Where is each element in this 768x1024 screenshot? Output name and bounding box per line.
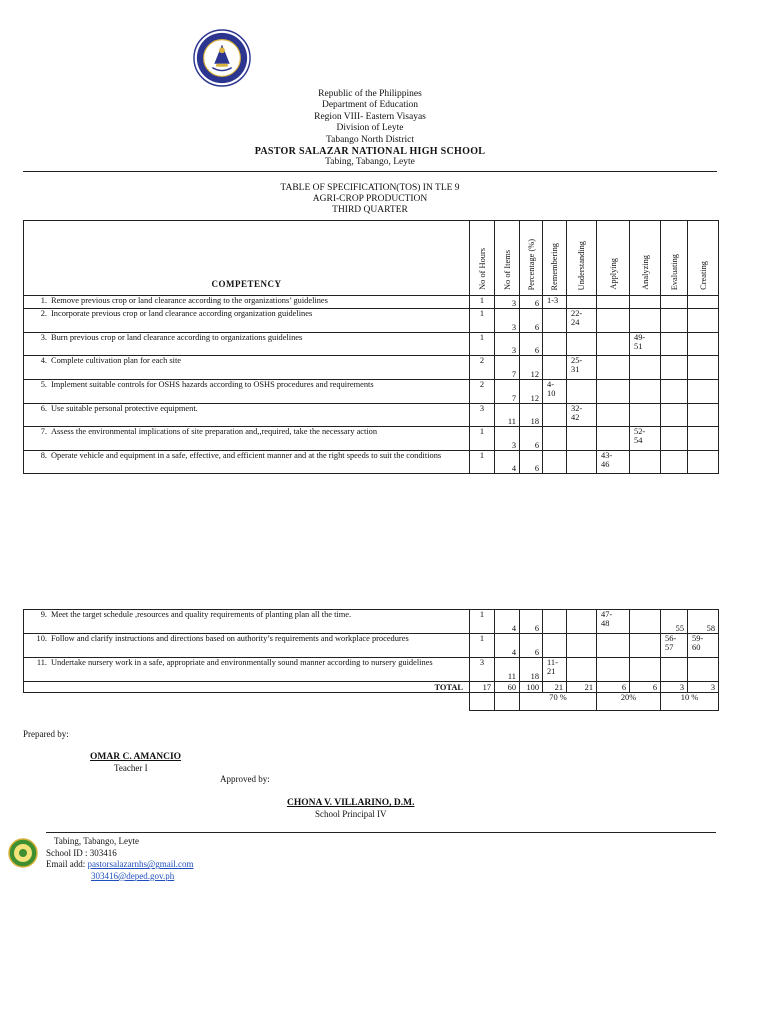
- item-range-cell: [597, 427, 630, 451]
- prepared-by-label: Prepared by:: [23, 729, 69, 739]
- percentage-cell: 12: [520, 380, 543, 404]
- item-range-cell: [661, 356, 688, 380]
- total-hours: 17: [470, 682, 495, 693]
- competency-text: Assess the environmental implications of site preparation and,,required, take the necessary action: [51, 427, 378, 436]
- items-cell: 4: [495, 634, 520, 658]
- email-label: Email add:: [46, 859, 86, 870]
- item-range-cell: [630, 404, 661, 427]
- competency-cell: [24, 451, 470, 474]
- item-range-cell: [688, 356, 719, 380]
- approver-title: School Principal IV: [314, 809, 387, 819]
- item-range-cell: [661, 333, 688, 356]
- item-range-cell: [597, 404, 630, 427]
- item-range-cell: [630, 356, 661, 380]
- footer-address: Tabing, Tabango, Leyte: [54, 836, 140, 846]
- letterhead-line: Republic of the Philippines: [318, 89, 422, 99]
- table-row: [24, 634, 719, 658]
- item-range-cell: [688, 404, 719, 427]
- preparer-block: [90, 752, 181, 774]
- item-range-cell: [567, 296, 597, 309]
- col-header: No of Items: [495, 221, 520, 296]
- competency-cell: [24, 309, 470, 333]
- competency-number: 2.: [40, 309, 47, 318]
- item-range-cell: 43- 46: [597, 451, 630, 474]
- footer-email-line-2: [46, 871, 194, 883]
- school-logo: [8, 838, 38, 868]
- items-cell: 3: [495, 427, 520, 451]
- hours-cell: 1: [470, 634, 495, 658]
- table-row: [24, 427, 719, 451]
- hours-cell: 3: [470, 658, 495, 682]
- item-range-cell: [597, 333, 630, 356]
- table-row: [24, 333, 719, 356]
- title-line: THIRD QUARTER: [332, 205, 408, 215]
- item-range-cell: [688, 309, 719, 333]
- item-range-cell: [543, 451, 567, 474]
- hours-cell: 1: [470, 451, 495, 474]
- hours-cell: 1: [470, 333, 495, 356]
- letterhead: [0, 89, 740, 169]
- letterhead-line: Region VIII- Eastern Visayas: [314, 111, 426, 122]
- competency-cell: [24, 658, 470, 682]
- total-understanding: 21: [567, 682, 597, 693]
- col-header: Understanding: [567, 221, 597, 296]
- percentage-cell: 6: [520, 634, 543, 658]
- school-address: Tabing, Tabango, Leyte: [325, 157, 415, 168]
- percentage-cell: 6: [520, 333, 543, 356]
- item-range-cell: [661, 296, 688, 309]
- item-range-cell: [688, 380, 719, 404]
- mots-percentage: 20%: [597, 693, 661, 711]
- competency-number: 9.: [40, 610, 47, 619]
- item-range-cell: 47- 48: [597, 610, 630, 634]
- item-range-cell: [543, 309, 567, 333]
- item-range-cell: [688, 333, 719, 356]
- col-header: Evaluating: [661, 221, 688, 296]
- footer-contact: [46, 836, 194, 882]
- items-cell: 7: [495, 380, 520, 404]
- item-range-cell: [543, 427, 567, 451]
- item-range-cell: [688, 658, 719, 682]
- competency-number: 5.: [40, 380, 47, 389]
- item-range-cell: 52- 54: [630, 427, 661, 451]
- competency-number: 7.: [40, 427, 47, 436]
- item-range-cell: [597, 356, 630, 380]
- preparer-name: OMAR C. AMANCIO: [90, 752, 182, 762]
- item-range-cell: [630, 296, 661, 309]
- item-range-cell: [543, 404, 567, 427]
- percentage-cell: 6: [520, 610, 543, 634]
- competency-text: Meet the target schedule ,resources and quality requirements of planting plan all the time.: [51, 610, 352, 619]
- col-header: Applying: [597, 221, 630, 296]
- item-range-cell: [597, 658, 630, 682]
- competency-number: 8.: [40, 451, 47, 460]
- item-range-cell: [661, 380, 688, 404]
- total-row: [24, 682, 719, 693]
- item-range-cell: [567, 380, 597, 404]
- items-cell: 3: [495, 333, 520, 356]
- footer-email-line: [46, 859, 194, 871]
- item-range-cell: [661, 451, 688, 474]
- items-cell: 4: [495, 610, 520, 634]
- tos-table-part-1: [23, 220, 719, 474]
- table-row: [24, 356, 719, 380]
- competency-cell: [24, 634, 470, 658]
- competency-text: Incorporate previous crop or land clearance according organization guidelines: [51, 309, 313, 318]
- competency-cell: [24, 333, 470, 356]
- footer-school-id: School ID : 303416: [46, 847, 117, 858]
- competency-cell: [24, 610, 470, 634]
- competency-number: 10.: [36, 634, 47, 643]
- item-range-cell: [597, 634, 630, 658]
- competency-text: Remove previous crop or land clearance according to the organizations’ guidelines: [51, 296, 328, 305]
- hours-cell: 1: [470, 427, 495, 451]
- item-range-cell: [597, 380, 630, 404]
- approver-block: [287, 798, 414, 820]
- table-row: [24, 309, 719, 333]
- item-range-cell: [661, 658, 688, 682]
- table-row: [24, 404, 719, 427]
- item-range-cell: [630, 380, 661, 404]
- competency-text: Follow and clarify instructions and directions based on authority’s requirements and workplace procedures: [51, 634, 409, 643]
- item-range-cell: 1-3: [543, 296, 567, 309]
- deped-seal-logo: [193, 29, 251, 87]
- total-items: 60: [495, 682, 520, 693]
- competency-number: 1.: [40, 296, 47, 305]
- summary-row: [24, 693, 719, 711]
- item-range-cell: [688, 451, 719, 474]
- competency-cell: [24, 380, 470, 404]
- item-range-cell: [630, 610, 661, 634]
- title-line: AGRI-CROP PRODUCTION: [312, 194, 428, 204]
- total-analyzing: 6: [630, 682, 661, 693]
- percentage-cell: 6: [520, 296, 543, 309]
- total-applying: 6: [597, 682, 630, 693]
- hours-cell: 1: [470, 610, 495, 634]
- item-range-cell: [661, 404, 688, 427]
- item-range-cell: [567, 658, 597, 682]
- col-header: Creating: [688, 221, 719, 296]
- item-range-cell: [661, 427, 688, 451]
- items-cell: 7: [495, 356, 520, 380]
- items-cell: 3: [495, 309, 520, 333]
- table-row: [24, 451, 719, 474]
- item-range-cell: [661, 309, 688, 333]
- item-range-cell: [567, 634, 597, 658]
- letterhead-line: Department of Education: [321, 100, 419, 111]
- percentage-cell: 6: [520, 451, 543, 474]
- items-cell: 4: [495, 451, 520, 474]
- competency-header: COMPETENCY: [24, 221, 470, 296]
- table-row: [24, 610, 719, 634]
- item-range-cell: [630, 634, 661, 658]
- item-range-cell: [543, 356, 567, 380]
- item-range-cell: 55: [661, 610, 688, 634]
- lots-percentage: 70 %: [520, 693, 597, 711]
- competency-text: Complete cultivation plan for each site: [51, 356, 182, 365]
- approved-by-label: Approved by:: [220, 774, 270, 784]
- hours-cell: 1: [470, 309, 495, 333]
- hours-cell: 1: [470, 296, 495, 309]
- items-cell: 11: [495, 404, 520, 427]
- item-range-cell: 25- 31: [567, 356, 597, 380]
- item-range-cell: 32- 42: [567, 404, 597, 427]
- hours-cell: 2: [470, 380, 495, 404]
- header-divider: [23, 171, 717, 172]
- competency-number: 4.: [40, 356, 47, 365]
- item-range-cell: [543, 634, 567, 658]
- preparer-title: Teacher I: [114, 763, 148, 773]
- item-range-cell: 58: [688, 610, 719, 634]
- document-title: [0, 183, 740, 216]
- table-row: [24, 380, 719, 404]
- hours-cell: 3: [470, 404, 495, 427]
- competency-cell: [24, 356, 470, 380]
- item-range-cell: [543, 333, 567, 356]
- table-row: [24, 296, 719, 309]
- col-header: Percentage (%): [520, 221, 543, 296]
- item-range-cell: 49- 51: [630, 333, 661, 356]
- email-link-deped[interactable]: 303416@deped.gov.ph: [91, 870, 175, 881]
- competency-text: Operate vehicle and equipment in a safe, effective, and efficient manner and at the right speeds to suit the conditions: [51, 451, 442, 460]
- school-name: PASTOR SALAZAR NATIONAL HIGH SCHOOL: [254, 146, 486, 158]
- item-range-cell: 59- 60: [688, 634, 719, 658]
- letterhead-line: Division of Leyte: [336, 123, 404, 134]
- percentage-cell: 18: [520, 658, 543, 682]
- competency-cell: [24, 427, 470, 451]
- items-cell: 3: [495, 296, 520, 309]
- item-range-cell: [567, 610, 597, 634]
- item-range-cell: [597, 296, 630, 309]
- item-range-cell: [567, 427, 597, 451]
- col-header: Analyzing: [630, 221, 661, 296]
- competency-text: Use suitable personal protective equipment.: [51, 404, 198, 413]
- col-header: Remembering: [543, 221, 567, 296]
- item-range-cell: [688, 296, 719, 309]
- percentage-cell: 18: [520, 404, 543, 427]
- competency-text: Undertake nursery work in a safe, appropriate and environmentally sound manner according to nursery guidelines: [51, 658, 433, 667]
- hots-percentage: 10 %: [661, 693, 719, 711]
- competency-text: Burn previous crop or land clearance according to organizations guidelines: [51, 333, 303, 342]
- item-range-cell: [597, 309, 630, 333]
- col-header: No of Hours: [470, 221, 495, 296]
- hours-cell: 2: [470, 356, 495, 380]
- items-cell: 11: [495, 658, 520, 682]
- competency-cell: [24, 404, 470, 427]
- item-range-cell: 22- 24: [567, 309, 597, 333]
- total-evaluating: 3: [661, 682, 688, 693]
- competency-text: Implement suitable controls for OSHS hazards according to OSHS procedures and requirements: [51, 380, 374, 389]
- total-pct: 100: [520, 682, 543, 693]
- item-range-cell: [688, 427, 719, 451]
- table-row: [24, 658, 719, 682]
- tos-table-part-2: [23, 609, 719, 711]
- total-remembering: 21: [543, 682, 567, 693]
- title-line: TABLE OF SPECIFICATION(TOS) IN TLE 9: [280, 183, 460, 193]
- item-range-cell: [630, 451, 661, 474]
- item-range-cell: 56- 57: [661, 634, 688, 658]
- item-range-cell: 11- 21: [543, 658, 567, 682]
- item-range-cell: [567, 333, 597, 356]
- email-link-gmail[interactable]: pastorsalazarnhs@gmail.com: [87, 859, 194, 870]
- competency-number: 6.: [40, 404, 47, 413]
- approver-name: CHONA V. VILLARINO, D.M.: [287, 798, 415, 808]
- competency-number: 11.: [36, 658, 47, 667]
- item-range-cell: [543, 610, 567, 634]
- item-range-cell: [630, 658, 661, 682]
- competency-cell: [24, 296, 470, 309]
- letterhead-line: Tabango North District: [326, 134, 414, 145]
- percentage-cell: 6: [520, 309, 543, 333]
- item-range-cell: [630, 309, 661, 333]
- total-label: TOTAL: [24, 682, 470, 693]
- percentage-cell: 6: [520, 427, 543, 451]
- table-header-row: [24, 221, 719, 296]
- percentage-cell: 12: [520, 356, 543, 380]
- footer-divider: [46, 832, 716, 833]
- competency-number: 3.: [40, 333, 47, 342]
- item-range-cell: [567, 451, 597, 474]
- total-creating: 3: [688, 682, 719, 693]
- item-range-cell: 4- 10: [543, 380, 567, 404]
